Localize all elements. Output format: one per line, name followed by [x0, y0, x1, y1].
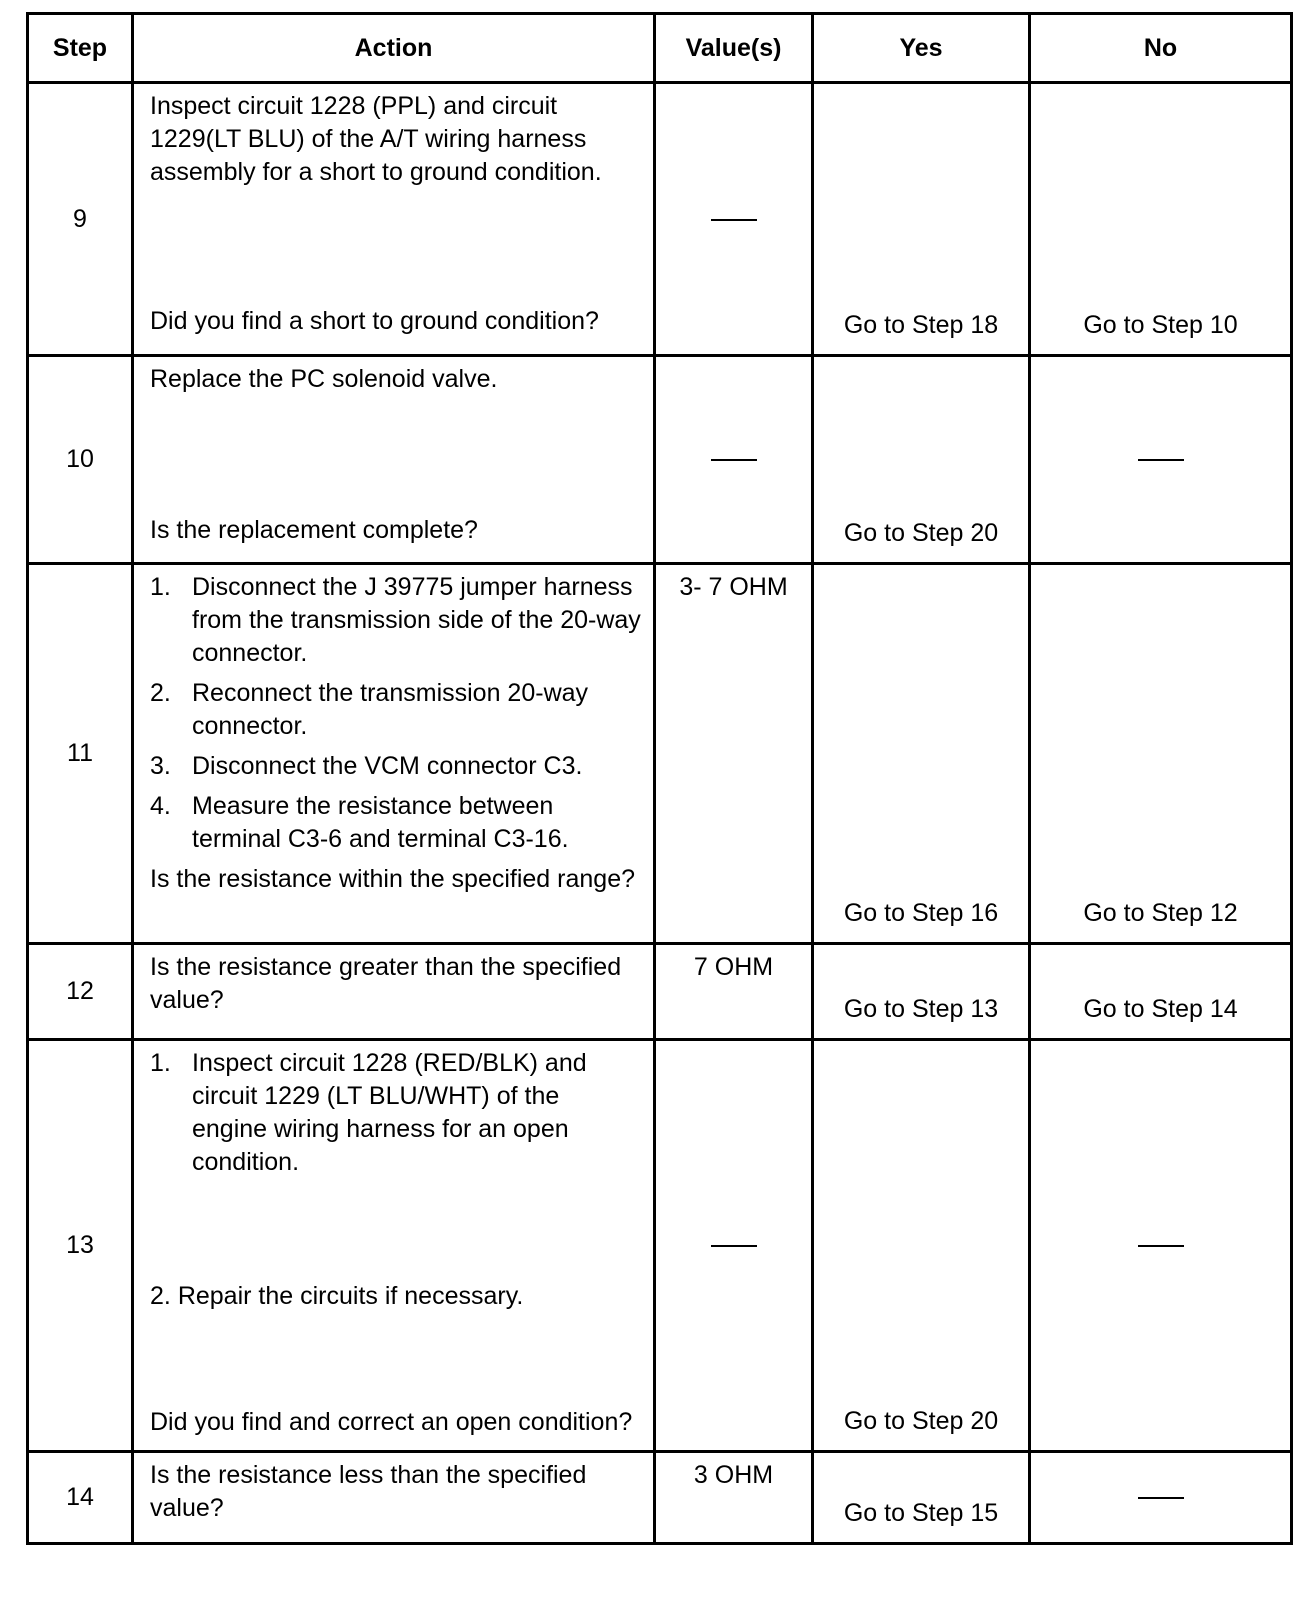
action-text: Inspect circuit 1228 (PPL) and circuit 1229(LT BLU) of the A/T wiring harness assembly for a short to ground condition.	[150, 92, 602, 186]
header-row	[28, 14, 1292, 83]
step-number: 10	[28, 356, 133, 564]
list-item: 4. Measure the resistance between terminal C3-6 and terminal C3-16.	[150, 792, 569, 853]
action-question: Did you find and correct an open condition?	[150, 1408, 633, 1436]
step-number: 11	[28, 564, 133, 944]
header-action: Action	[133, 14, 655, 83]
list-item: 1. Disconnect the J 39775 jumper harness from the transmission side of the 20-way connector.	[150, 573, 641, 667]
value-cell	[655, 1040, 813, 1452]
table-row	[28, 1040, 1292, 1452]
value-dash	[711, 219, 757, 221]
table-row	[28, 564, 1292, 944]
step-number: 9	[28, 83, 133, 356]
no-cell: Go to Step 12	[1030, 564, 1292, 944]
header-yes: Yes	[813, 14, 1030, 83]
yes-cell: Go to Step 13	[813, 944, 1030, 1040]
list-item: 2. Repair the circuits if necessary.	[150, 1281, 524, 1310]
action-cell	[133, 356, 655, 564]
value-cell: 7 OHM	[655, 944, 813, 1040]
action-question: Is the replacement complete?	[150, 516, 478, 544]
list-item: 3. Disconnect the VCM connector C3.	[150, 752, 583, 780]
table-row	[28, 83, 1292, 356]
action-cell	[133, 1040, 655, 1452]
step-number: 13	[28, 1040, 133, 1452]
table-row	[28, 944, 1292, 1040]
action-steps-list	[150, 1047, 641, 1186]
value-dash	[711, 1245, 757, 1247]
yes-cell: Go to Step 15	[813, 1452, 1030, 1544]
header-values: Value(s)	[655, 14, 813, 83]
action-text: Replace the PC solenoid valve.	[150, 365, 498, 393]
no-cell	[1030, 1452, 1292, 1544]
header-no: No	[1030, 14, 1292, 83]
value-cell: 3 OHM	[655, 1452, 813, 1544]
action-steps-list	[150, 571, 641, 856]
yes-cell: Go to Step 18	[813, 83, 1030, 356]
action-cell	[133, 1452, 655, 1544]
action-question: Is the resistance greater than the specified value?	[150, 953, 622, 1014]
list-item: 1. Inspect circuit 1228 (RED/BLK) and circuit 1229 (LT BLU/WHT) of the engine wiring harness for an open condition.	[150, 1049, 587, 1176]
value-cell	[655, 356, 813, 564]
value-dash	[711, 459, 757, 461]
no-cell: Go to Step 14	[1030, 944, 1292, 1040]
action-cell	[133, 944, 655, 1040]
no-dash	[1138, 459, 1184, 461]
action-question: Did you find a short to ground condition?	[150, 307, 599, 335]
yes-cell: Go to Step 20	[813, 356, 1030, 564]
no-cell: Go to Step 10	[1030, 83, 1292, 356]
action-question: Is the resistance less than the specified value?	[150, 1461, 587, 1522]
list-item: 2. Reconnect the transmission 20-way connector.	[150, 679, 589, 740]
no-cell	[1030, 356, 1292, 564]
value-cell	[655, 83, 813, 356]
value-cell: 3- 7 OHM	[655, 564, 813, 944]
yes-cell: Go to Step 16	[813, 564, 1030, 944]
table-row	[28, 1452, 1292, 1544]
step-number: 12	[28, 944, 133, 1040]
step-number: 14	[28, 1452, 133, 1544]
action-question: Is the resistance within the specified range?	[150, 865, 635, 893]
no-cell	[1030, 1040, 1292, 1452]
yes-cell: Go to Step 20	[813, 1040, 1030, 1452]
no-dash	[1138, 1245, 1184, 1247]
action-cell	[133, 564, 655, 944]
action-cell	[133, 83, 655, 356]
header-step: Step	[28, 14, 133, 83]
diagnostic-table	[26, 12, 1293, 1545]
no-dash	[1138, 1497, 1184, 1499]
table-row	[28, 356, 1292, 564]
